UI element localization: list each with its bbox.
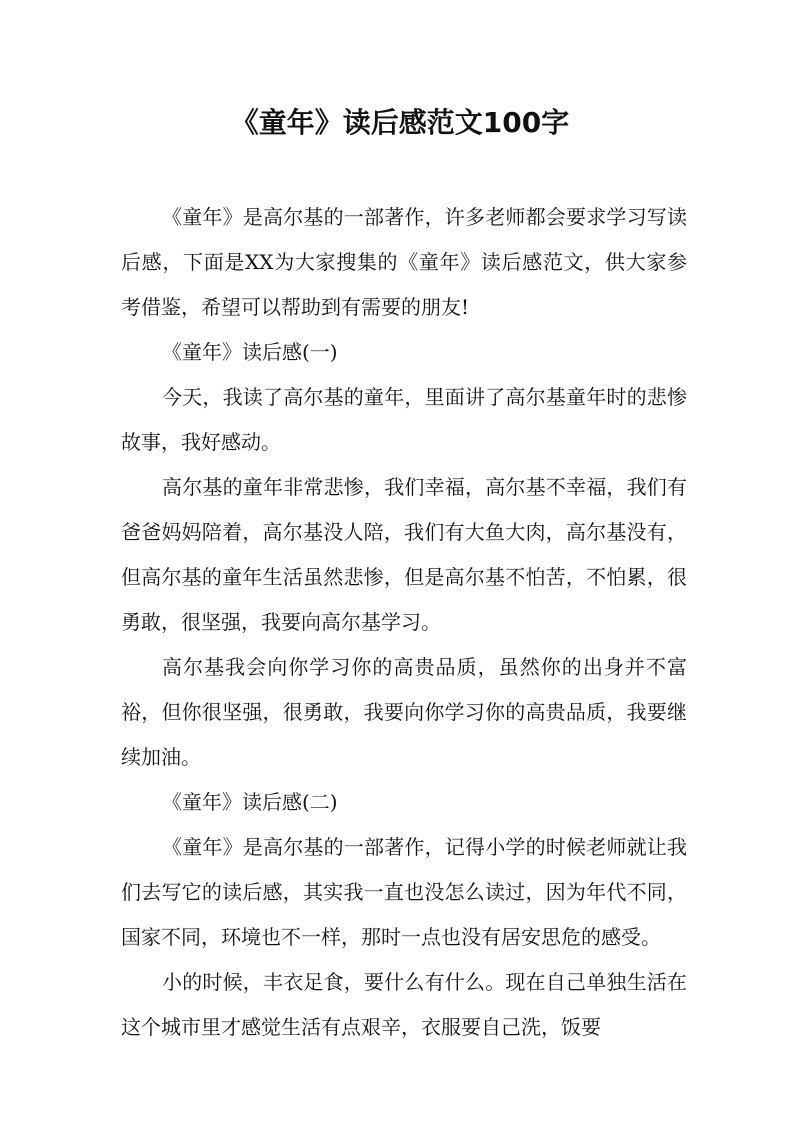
document-body [121, 195, 687, 1050]
document-title: 《童年》读后感范文100字 [230, 106, 570, 139]
section-heading-two: 《童年》读后感(二) [162, 790, 338, 814]
essay-one-paragraph-3: 高尔基我会向你学习你的高贵品质，虽然你的出身并不富裕，但你很坚强，很勇敢，我要向你学习你的高贵品质，我要继续加油。 [121, 655, 687, 769]
essay-two-paragraph-2: 小的时候，丰衣足食，要什么有什么。现在自己单独生活在这个城市里才感觉生活有点艰辛，衣服要自己洗，饭要 [121, 970, 687, 1039]
essay-two-paragraph-1: 《童年》是高尔基的一部著作，记得小学的时候老师就让我们去写它的读后感，其实我一直也没怎么读过，因为年代不同，国家不同，环境也不一样，那时一点也没有居安思危的感受。 [121, 835, 687, 949]
section-heading-one: 《童年》读后感(一) [162, 340, 338, 364]
essay-one-paragraph-1: 今天，我读了高尔基的童年，里面讲了高尔基童年时的悲惨故事，我好感动。 [121, 385, 687, 454]
essay-one-paragraph-2: 高尔基的童年非常悲惨，我们幸福，高尔基不幸福，我们有爸爸妈妈陪着，高尔基没人陪，我们有大鱼大肉，高尔基没有，但高尔基的童年生活虽然悲惨，但是高尔基不怕苦，不怕累，很勇敢，很坚强，我要向高尔基学习。 [121, 475, 687, 634]
intro-paragraph: 《童年》是高尔基的一部著作，许多老师都会要求学习写读后感，下面是XX为大家搜集的《童年》读后感范文，供大家参考借鉴，希望可以帮助到有需要的朋友! [121, 205, 687, 319]
